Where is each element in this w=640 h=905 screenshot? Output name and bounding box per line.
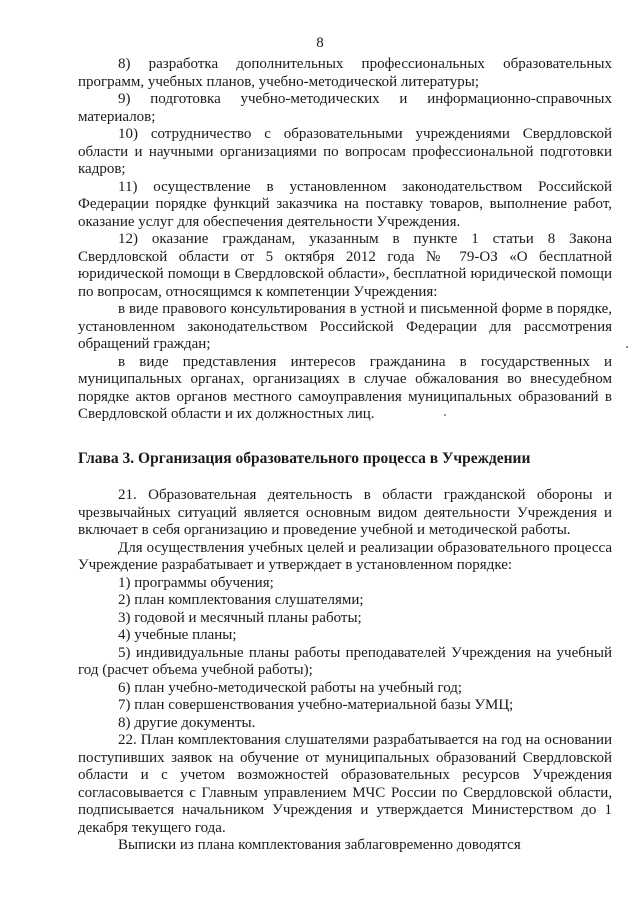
list-item-6: 6) план учебно-методической работы на учебный год; [118,679,463,696]
list-item-1: 1) программы обучения; [118,574,274,591]
paragraph-item-8: 8) разработка дополнительных профессиональных образовательных программ, учебных планов, учебно-методической литературы; [78,56,612,90]
list-item-2: 2) план комплектования слушателями; [118,592,364,608]
list-item-5: 5) индивидуальные планы работы преподавателей Учреждения на учебный год (расчет объема учебной работы); [78,644,612,678]
paragraph-item-9: 9) подготовка учебно-методических и информационно-справочных материалов; [78,91,612,125]
page-number: 8 [316,35,324,51]
document-body [78,56,612,855]
paragraph-item-12: 12) оказание гражданам, указанным в пункте 1 статьи 8 Закона Свердловской области от 5 октября 2012 года № 79-ОЗ «О бесплатной юридической помощи в Свердловской области», бесплатной юридической помощи по вопросам, относящимся к компетенции Учреждения: [78,231,612,300]
paragraph-21: 21. Образовательная деятельность в области гражданской обороны и чрезвычайных ситуаций является основным видом деятельности Учреждения и включает в себя организацию и проведение учебной и методической работы. [78,487,612,538]
paragraph-extracts: Выписки из плана комплектования заблаговременно доводятся [118,837,521,853]
scan-speck [444,414,446,416]
paragraph-22: 22. План комплектования слушателями разрабатывается на год на основании поступивших заявок на обучение от муниципальных образований Свердловской области и с учетом возможностей образовательных ресурсов Учреждения согласовывается с Главным управлением МЧС России по Свердловской области, подписывается начальником Учреждения и утверждается Министерством до 1 декабря текущего года. [78,732,612,836]
paragraph-representation: в виде представления интересов гражданина в государственных и муниципальных органах, организациях в случае обжалования во внесудебном порядке актов органов местного самоуправления муниципальных образований в Свердловской области и их должностных лиц. [78,353,612,422]
list-item-3: 3) годовой и месячный планы работы; [118,609,362,626]
list-item-8: 8) другие документы. [118,714,256,731]
paragraph-intro-list: Для осуществления учебных целей и реализации образовательного процесса Учреждение разрабатывает и утверждает в установленном порядке: [78,539,612,573]
list-item-4: 4) учебные планы; [118,627,237,643]
list-item-7: 7) план совершенствования учебно-материальной базы УМЦ; [118,697,514,713]
scan-speck [626,346,628,348]
paragraph-item-10: 10) сотрудничество с образовательными учреждениями Свердловской области и научными организациями по вопросам профессиональной подготовки кадров; [78,126,612,177]
paragraph-item-11: 11) осуществление в установленном законодательством Российской Федерации порядке функций заказчика на поставку товаров, выполнение работ, оказание услуг для обеспечения деятельности Учреждения. [78,178,612,230]
paragraph-consulting: в виде правового консультирования в устной и письменной форме в порядке, установленном законодательством Российской Федерации для рассмотрения обращений граждан; [78,301,612,352]
chapter-heading: Глава 3. Организация образовательного процесса в Учреждении [78,449,531,467]
